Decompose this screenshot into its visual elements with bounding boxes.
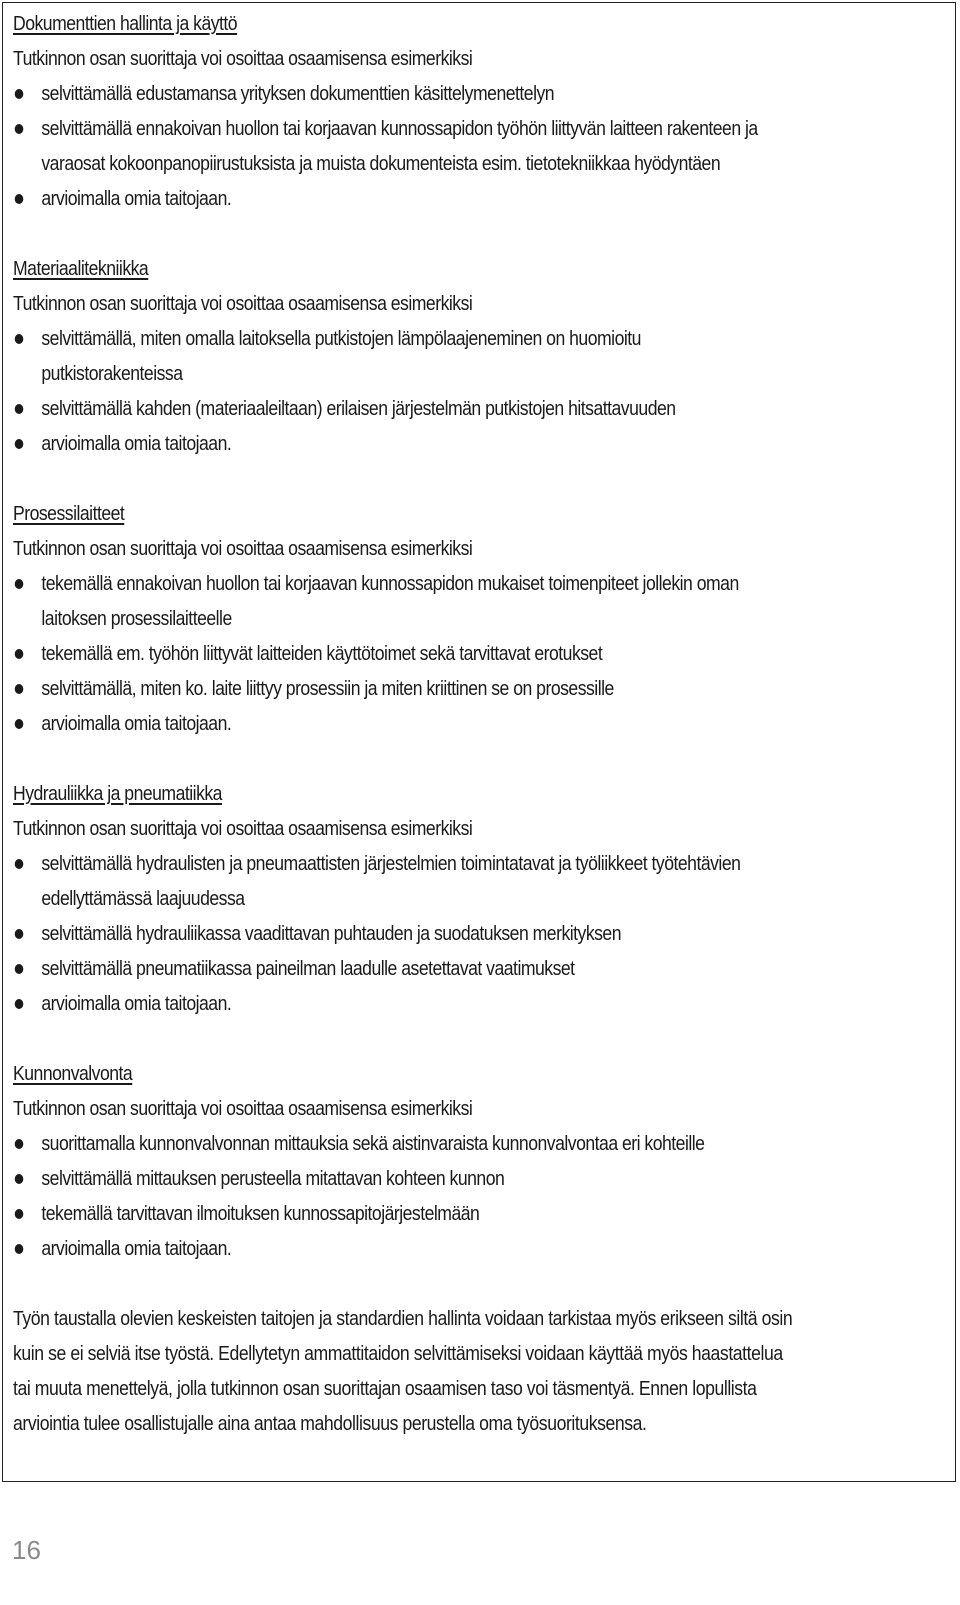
bullet-icon xyxy=(15,719,24,729)
list-item xyxy=(13,916,948,951)
section-kunnonvalvonta xyxy=(13,1056,948,1266)
bullet-icon xyxy=(15,194,24,204)
bullet-line-continuation: varaosat kokoonpanopiirustuksista ja muista dokumenteista esim. tietotekniikkaa hyödyntäen xyxy=(41,152,721,175)
bullet-icon xyxy=(15,1174,24,1184)
list-item xyxy=(13,636,948,671)
section-spacer xyxy=(13,1021,948,1056)
bullet-line: selvittämällä, miten omalla laitoksella putkistojen lämpölaajeneminen on huomioitu xyxy=(13,321,817,356)
bullet-line: tekemällä em. työhön liittyvät laitteiden käyttötoimet sekä tarvittavat erotukset xyxy=(13,636,817,671)
list-item xyxy=(13,566,948,636)
section-heading: Dokumenttien hallinta ja käyttö xyxy=(13,12,238,35)
bullet-line: tekemällä tarvittavan ilmoituksen kunnossapitojärjestelmään xyxy=(13,1196,817,1231)
list-item xyxy=(13,391,948,426)
list-item xyxy=(13,181,948,216)
list-item xyxy=(13,986,948,1021)
section-spacer xyxy=(13,741,948,776)
bullet-icon xyxy=(15,579,24,589)
bullet-list xyxy=(13,321,948,461)
section-intro: Tutkinnon osan suorittaja voi osoittaa osaamisensa esimerkiksi xyxy=(13,817,473,840)
section-intro: Tutkinnon osan suorittaja voi osoittaa osaamisensa esimerkiksi xyxy=(13,537,473,560)
bullet-icon xyxy=(15,1209,24,1219)
list-item xyxy=(13,951,948,986)
bullet-line: selvittämällä hydraulisten ja pneumaattisten järjestelmien toimintatavat ja työliikkeet työtehtävien xyxy=(13,846,817,881)
list-item xyxy=(13,1231,948,1266)
bullet-list xyxy=(13,566,948,741)
bullet-line: suorittamalla kunnonvalvonnan mittauksia sekä aistinvaraista kunnonvalvontaa eri kohteille xyxy=(13,1126,817,1161)
section-hydrauliikka-ja-pneumatiikka xyxy=(13,776,948,1021)
bullet-icon xyxy=(15,649,24,659)
paragraph-line: tai muuta menettelyä, jolla tutkinnon osan suorittajan osaamisen taso voi täsmentyä. Ennen lopullista xyxy=(13,1377,757,1400)
list-item xyxy=(13,1196,948,1231)
bullet-icon xyxy=(15,964,24,974)
list-item xyxy=(13,321,948,391)
section-heading: Materiaalitekniikka xyxy=(13,257,149,280)
bullet-line: arvioimalla omia taitojaan. xyxy=(13,426,817,461)
bullet-icon xyxy=(15,439,24,449)
bullet-line: selvittämällä mittauksen perusteella mitattavan kohteen kunnon xyxy=(13,1161,817,1196)
section-materiaalitekniikka xyxy=(13,251,948,461)
section-heading: Hydrauliikka ja pneumatiikka xyxy=(13,782,222,805)
section-spacer xyxy=(13,1266,948,1301)
bullet-line: selvittämällä ennakoivan huollon tai korjaavan kunnossapidon työhön liittyvän laitteen rakenteen ja xyxy=(13,111,817,146)
bullet-icon xyxy=(15,1139,24,1149)
closing-paragraph xyxy=(13,1301,948,1441)
list-item xyxy=(13,76,948,111)
bullet-icon xyxy=(15,89,24,99)
bullet-icon xyxy=(15,859,24,869)
bullet-line-continuation: putkistorakenteissa xyxy=(41,362,183,385)
bullet-icon xyxy=(15,999,24,1009)
paragraph-line: kuin se ei selviä itse työstä. Edellytetyn ammattitaidon selvittämiseksi voidaan käyttää myös haastattelua xyxy=(13,1342,783,1365)
bullet-icon xyxy=(15,404,24,414)
list-item xyxy=(13,426,948,461)
bullet-line: arvioimalla omia taitojaan. xyxy=(13,986,817,1021)
bullet-icon xyxy=(15,334,24,344)
bullet-list xyxy=(13,1126,948,1266)
section-spacer xyxy=(13,461,948,496)
bullet-line: arvioimalla omia taitojaan. xyxy=(13,706,817,741)
section-intro: Tutkinnon osan suorittaja voi osoittaa osaamisensa esimerkiksi xyxy=(13,1097,473,1120)
bullet-line-continuation: edellyttämässä laajuudessa xyxy=(41,887,245,910)
list-item xyxy=(13,671,948,706)
list-item xyxy=(13,706,948,741)
section-spacer xyxy=(13,216,948,251)
bullet-line: selvittämällä kahden (materiaaleiltaan) erilaisen järjestelmän putkistojen hitsattavuuden xyxy=(13,391,817,426)
list-item xyxy=(13,1126,948,1161)
bullet-icon xyxy=(15,124,24,134)
bullet-icon xyxy=(15,684,24,694)
bullet-icon xyxy=(15,1244,24,1254)
bullet-line: tekemällä ennakoivan huollon tai korjaavan kunnossapidon mukaiset toimenpiteet jollekin oman xyxy=(13,566,817,601)
bullet-line: arvioimalla omia taitojaan. xyxy=(13,1231,817,1266)
bullet-line: selvittämällä, miten ko. laite liittyy prosessiin ja miten kriittinen se on prosessille xyxy=(13,671,817,706)
list-item xyxy=(13,1161,948,1196)
bullet-line: arvioimalla omia taitojaan. xyxy=(13,181,817,216)
bullet-icon xyxy=(15,929,24,939)
bullet-line: selvittämällä pneumatiikassa paineilman laadulle asetettavat vaatimukset xyxy=(13,951,817,986)
section-prosessilaitteet xyxy=(13,496,948,741)
section-heading: Prosessilaitteet xyxy=(13,502,125,525)
section-intro: Tutkinnon osan suorittaja voi osoittaa osaamisensa esimerkiksi xyxy=(13,47,473,70)
list-item xyxy=(13,111,948,181)
document-content xyxy=(13,6,948,1441)
section-heading: Kunnonvalvonta xyxy=(13,1062,133,1085)
list-item xyxy=(13,846,948,916)
bullet-list xyxy=(13,76,948,216)
paragraph-line: arviointia tulee osallistujalle aina antaa mahdollisuus perustella oma työsuorituksensa. xyxy=(13,1412,647,1435)
bullet-line: selvittämällä hydrauliikassa vaadittavan puhtauden ja suodatuksen merkityksen xyxy=(13,916,817,951)
section-dokumenttien-hallinta-ja-kaytto xyxy=(13,6,948,216)
bullet-line: selvittämällä edustamansa yrityksen dokumenttien käsittelymenettelyn xyxy=(13,76,817,111)
bullet-list xyxy=(13,846,948,1021)
section-intro: Tutkinnon osan suorittaja voi osoittaa osaamisensa esimerkiksi xyxy=(13,292,473,315)
page-number: 16 xyxy=(12,1535,41,1565)
bullet-line-continuation: laitoksen prosessilaitteelle xyxy=(41,607,232,630)
paragraph-line: Työn taustalla olevien keskeisten taitojen ja standardien hallinta voidaan tarkistaa myös erikseen siltä osin xyxy=(13,1307,793,1330)
